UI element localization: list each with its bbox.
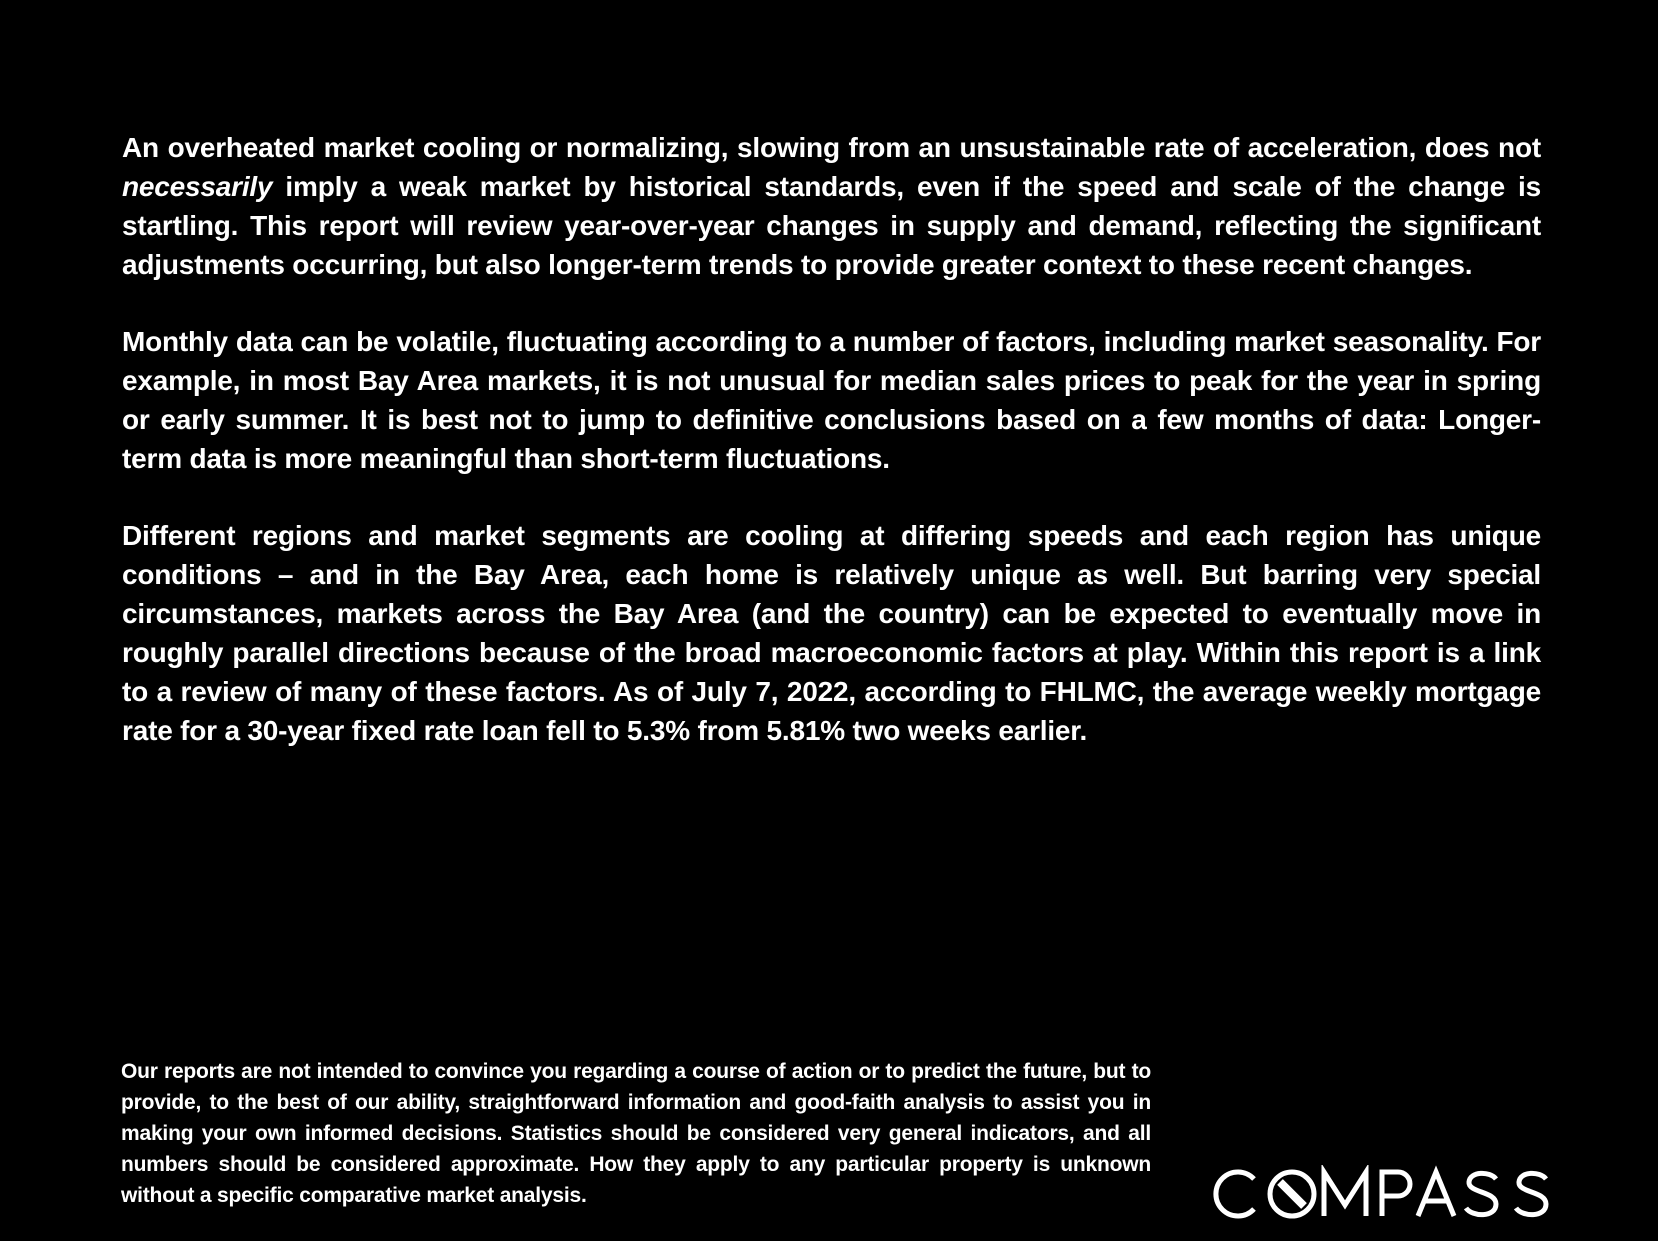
logo-letter-p [1382, 1172, 1410, 1216]
compass-logo [1210, 1165, 1558, 1223]
logo-letter-a [1418, 1172, 1454, 1216]
main-text-block [122, 128, 1541, 788]
disclaimer-text: Our reports are not intended to convince you regarding a course of action or to predict the future, but to provide, to the best of our ability, straightforward information and good-faith analysis to assist you in making your own informed decisions. Statistics should be considered very general indicators, and all numbers should be considered approximate. How they apply to any particular property is unknown without a specific comparative market analysis. [121, 1060, 1151, 1207]
logo-letter-c [1216, 1172, 1254, 1216]
paragraph-1-emphasis: necessarily [122, 171, 273, 202]
paragraph-market-cooling [122, 128, 1541, 284]
logo-letter-m [1324, 1172, 1366, 1216]
logo-letter-s-2 [1516, 1173, 1546, 1214]
paragraph-1-text-before: An overheated market cooling or normalizing, slowing from an unsustainable rate of acceleration, does not [122, 132, 1541, 163]
compass-logo-graphic [1210, 1165, 1558, 1223]
compass-o-icon [1270, 1172, 1314, 1216]
paragraph-monthly-data: Monthly data can be volatile, fluctuating according to a number of factors, including market seasonality. For example, in most Bay Area markets, it is not unusual for median sales prices to peak for the year in spring or early summer. It is best not to jump to definitive conclusions based on a few months of data: Longer-term data is more meaningful than short-term fluctuations. [122, 326, 1541, 474]
logo-letter-s [1466, 1173, 1496, 1214]
paragraph-regional-differences: Different regions and market segments are cooling at differing speeds and each region has unique conditions – and in the Bay Area, each home is relatively unique as well. But barring very special circumstances, markets across the Bay Area (and the country) can be expected to eventually move in roughly parallel directions because of the broad macroeconomic factors at play. Within this report is a link to a review of many of these factors. As of July 7, 2022, according to FHLMC, the average weekly mortgage rate for a 30-year fixed rate loan fell to 5.3% from 5.81% two weeks earlier. [122, 520, 1541, 746]
paragraph-1-text-after: imply a weak market by historical standards, even if the speed and scale of the change is startling. This report will review year-over-year changes in supply and demand, reflecting the significant adjustments occurring, but also longer-term trends to provide greater context to these recent changes. [122, 171, 1541, 280]
